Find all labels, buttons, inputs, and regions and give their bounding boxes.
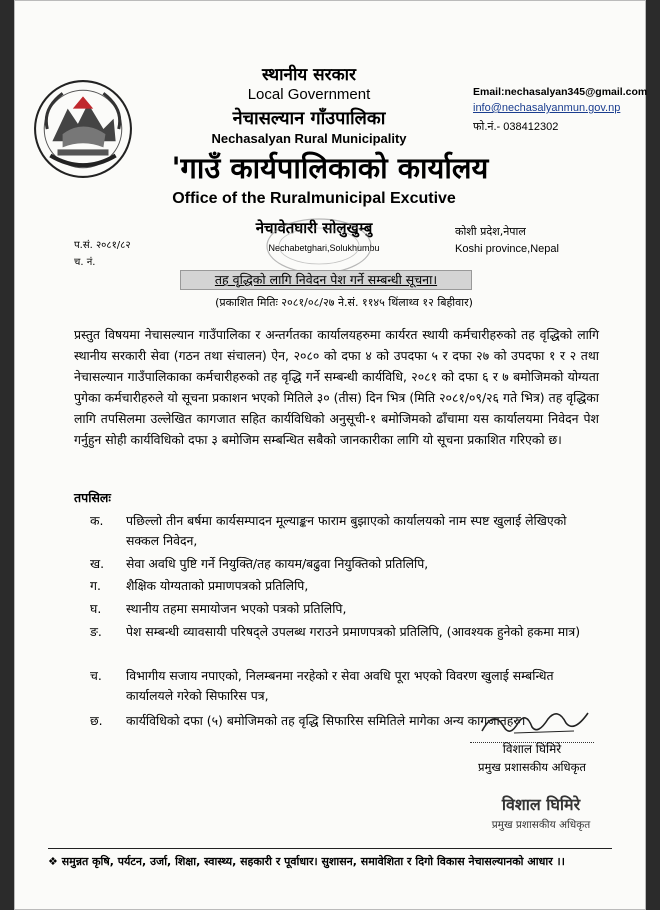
municipality-name-en: Nechasalyan Rural Municipality bbox=[211, 131, 407, 146]
email-official-link[interactable]: info@nechasalyanmun.gov.np bbox=[473, 102, 621, 114]
place-ne: नेचावेतघारी सोलुखुम्बु bbox=[255, 219, 373, 237]
details-heading: तपसिलः bbox=[74, 490, 111, 505]
header-line-ne: स्थानीय सरकार bbox=[261, 65, 356, 85]
office-title-en: Office of the Ruralmunicipal Excutive bbox=[172, 190, 456, 207]
item-number: क. bbox=[90, 513, 104, 528]
handwritten-signature-icon bbox=[474, 705, 594, 739]
item-number: ख. bbox=[90, 556, 105, 571]
office-stamp-icon bbox=[264, 216, 374, 276]
list-item bbox=[90, 554, 602, 574]
office-title-ne: 'गाउँ कार्यपालिकाको कार्यालय bbox=[171, 151, 489, 185]
item-number: घ. bbox=[90, 601, 102, 616]
municipality-name-ne: नेचासल्यान गाँउपालिका bbox=[232, 108, 386, 129]
item-number: च. bbox=[90, 668, 102, 683]
item-text: स्थानीय तहमा समायोजन भएको पत्रको प्रतिलिपि, bbox=[126, 601, 347, 616]
notice-page bbox=[14, 0, 646, 910]
item-number: ङ. bbox=[90, 624, 102, 639]
name-stamp: विशाल घिमिरे bbox=[501, 795, 581, 814]
footer-motto: ❖ समुन्नत कृषि, पर्यटन, उर्जा, शिक्षा, स्वास्थ्य, सहकारी र पूर्वाधार। सुशासन, समावेशिता र दिगो विकास नेचासल्यानको आधार ।। bbox=[48, 855, 565, 868]
signatory-post: प्रमुख प्रशासकीय अधिकृत bbox=[478, 760, 586, 774]
place-en: Nechabetghari,Solukhumbu bbox=[268, 243, 380, 253]
notice-subject: तह वृद्धिको लागि निवेदन पेश गर्ने सम्बन्धी सूचना। bbox=[180, 270, 472, 290]
list-item bbox=[90, 599, 602, 619]
item-text: विभागीय सजाय नपाएको, निलम्बनमा नरहेको र सेवा अवधि पूरा भएको विवरण खुलाई सम्बन्धित कार्यालयले गरेको सिफारिस पत्र, bbox=[126, 668, 554, 703]
nepal-emblem-icon bbox=[32, 78, 134, 180]
item-text: कार्यविधिको दफा (५) बमोजिमको तह वृद्धि सिफारिस समितिले मागेका अन्य कागजातहरु। bbox=[126, 713, 526, 728]
signatory-name: विशाल घिमिरे bbox=[502, 742, 562, 756]
post-stamp: प्रमुख प्रशासकीय अधिकृत bbox=[491, 819, 591, 831]
list-item bbox=[90, 666, 602, 706]
header-line-en: Local Government bbox=[247, 86, 371, 103]
item-text: शैक्षिक योग्यताको प्रमाणपत्रको प्रतिलिपि, bbox=[126, 578, 309, 593]
item-text: पेश सम्बन्धी व्यावसायी परिषद्ले उपलब्ध गराउने प्रमाणपत्रको प्रतिलिपि, (आवश्यक हुनेको हकमा मात्र) bbox=[126, 624, 581, 639]
published-date: (प्रकाशित मितिः २०८१/०८/२७ ने.सं. ११४५ थिंलाथ्व १२ बिहीवार) bbox=[215, 296, 473, 309]
notice-body: प्रस्तुत विषयमा नेचासल्यान गाउँपालिका र अन्तर्गतका कार्यालयहरुमा कार्यरत स्थायी कर्मचारीहरुको तह वृद्धिको लागि स्थानीय सरकारी सेवा (गठन तथा संचालन) ऐन, २०८० को दफा ४ को उपदफा ५ र दफा २७ को उपदफा १ र २ तथा नेचासल्यान गाउँपालिकाका कर्मचारीहरुको तह वृद्धि गर्ने सम्बन्धी कार्यविधि, २०८१ को दफा ६ र ७ बमोजिमको योग्यता पुगेका कर्मचारीहरुले यो सूचना प्रकाशन भएको मितिले ३० (तीस) दिन भित्र (मिति २०८१/०९/२६ गते भित्र) तह वृद्धिका लागि तपसिलमा उल्लेखित कागजात सहित कार्यविधिको अनुसूची-१ बमोजिमको ढाँचामा यस कार्यालयमा निवेदन पेश गर्नुहुन सोही कार्यविधिको दफा ३ बमोजिम सम्बन्धित सबैको जानकारीका लागि यो सूचना प्रकाशित गरिएको छ। bbox=[74, 327, 599, 447]
list-item bbox=[90, 576, 602, 596]
list-item bbox=[90, 511, 602, 551]
reference-number: प.सं. २०८१/८२ bbox=[74, 240, 131, 251]
list-item bbox=[90, 622, 602, 662]
phone-number: फो.नं.- 038412302 bbox=[473, 121, 559, 133]
item-text: पछिल्लो तीन बर्षमा कार्यसम्पादन मूल्याङ्कन फाराम बुझाएको कार्यालयको नाम स्पष्ट खुलाई लेखिएको सक्कल निवेदन, bbox=[126, 513, 567, 548]
item-text: सेवा अवधि पुष्टि गर्ने नियुक्ति/तह कायम/बढुवा नियुक्तिको प्रतिलिपि, bbox=[126, 556, 429, 571]
item-number: ग. bbox=[90, 578, 101, 593]
dispatch-number: च. नं. bbox=[74, 257, 96, 268]
province-en: Koshi province,Nepal bbox=[455, 243, 559, 255]
item-number: छ. bbox=[90, 713, 103, 728]
email-primary: Email:nechasalyan345@gmail.com bbox=[473, 86, 648, 98]
province-ne: कोशी प्रदेश,नेपाल bbox=[455, 225, 526, 238]
footer-divider bbox=[48, 848, 612, 849]
